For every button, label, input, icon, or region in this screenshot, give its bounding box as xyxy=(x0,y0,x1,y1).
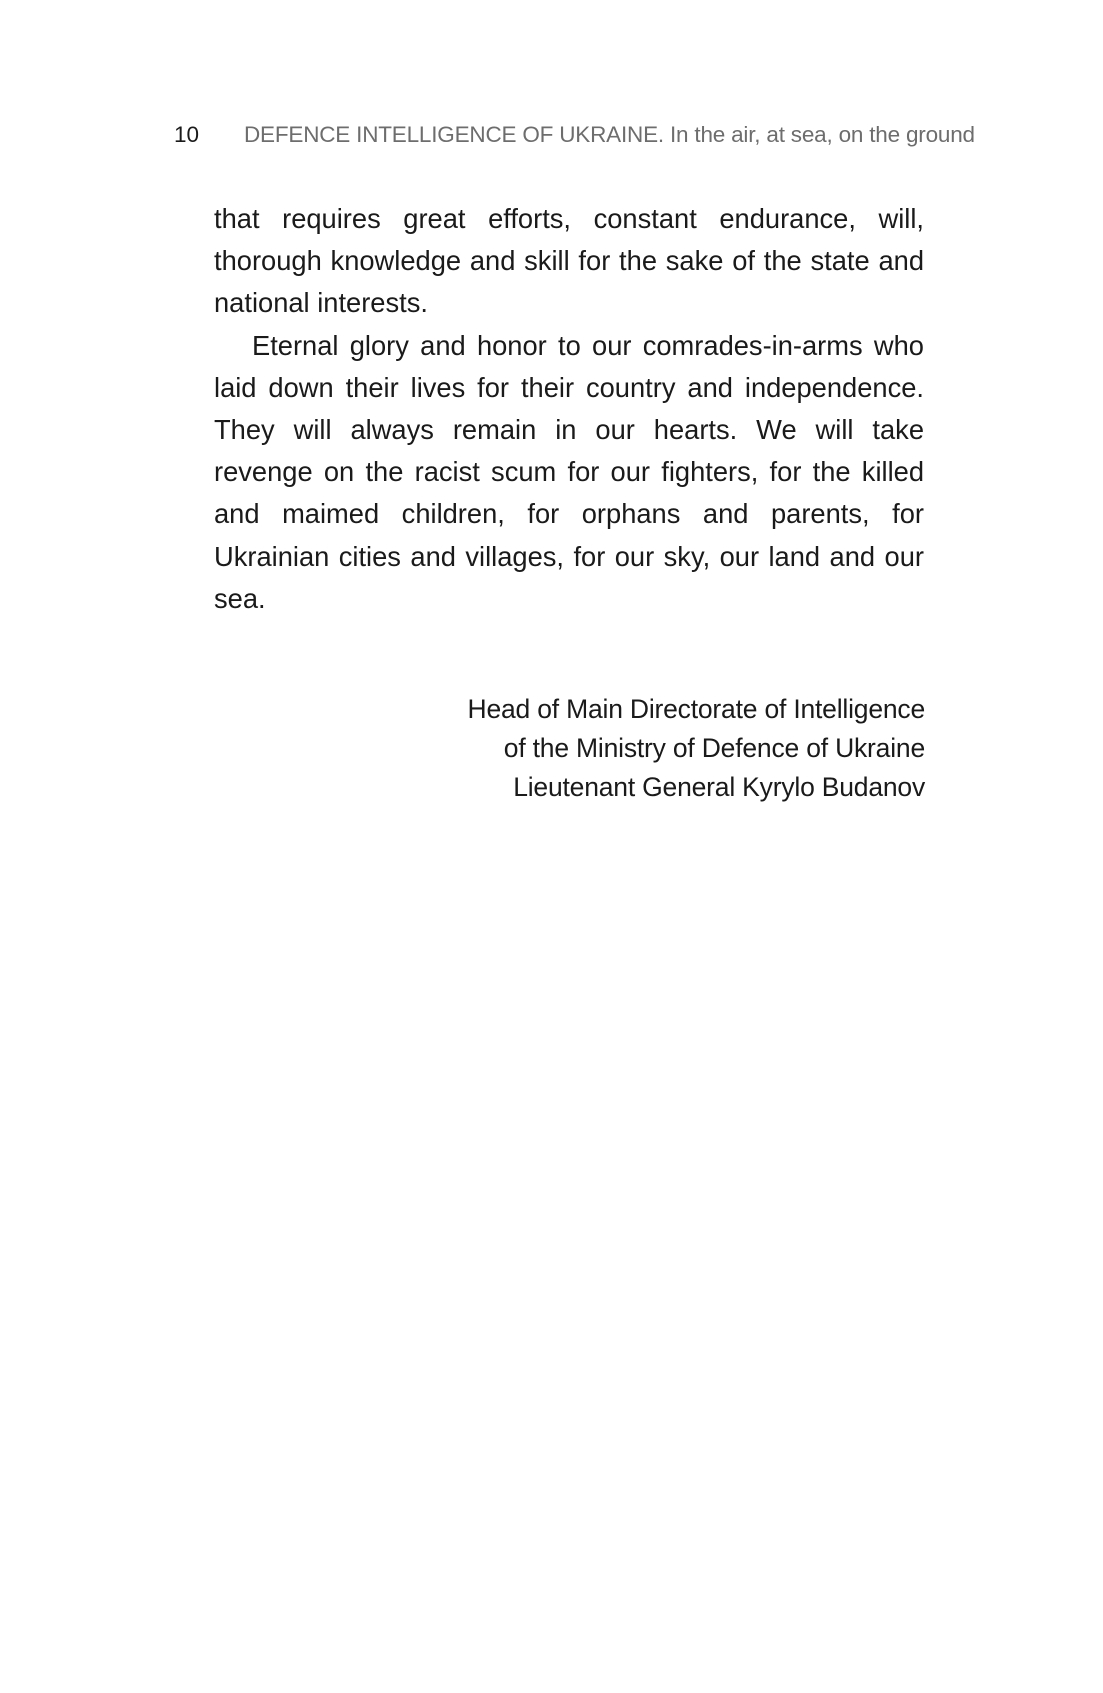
running-header xyxy=(174,118,975,152)
page-number: 10 xyxy=(174,122,200,147)
signature-ministry: of the Ministry of Defence of Ukraine xyxy=(503,733,925,763)
signature-name: Lieutenant General Kyrylo Budanov xyxy=(513,772,925,802)
running-title: DEFENCE INTELLIGENCE OF UKRAINE. In the air, at sea, on the ground xyxy=(244,122,975,147)
signature-block xyxy=(380,690,925,807)
signature-position: Head of Main Directorate of Intelligence xyxy=(467,694,925,724)
body-text xyxy=(214,198,924,620)
paragraph-tribute: Eternal glory and honor to our comrades-in-arms who laid down their lives for their country and independence. They will always remain in our hearts. We will take revenge on the racist scum for our fighters, for the killed and maimed children, for orphans and parents, for Ukrainian cities and villages, for our sky, our land and our sea. xyxy=(214,329,924,614)
paragraph-continued: that requires great efforts, constant endurance, will, thorough knowledge and skill for the sake of the state and national interests. xyxy=(214,203,924,319)
